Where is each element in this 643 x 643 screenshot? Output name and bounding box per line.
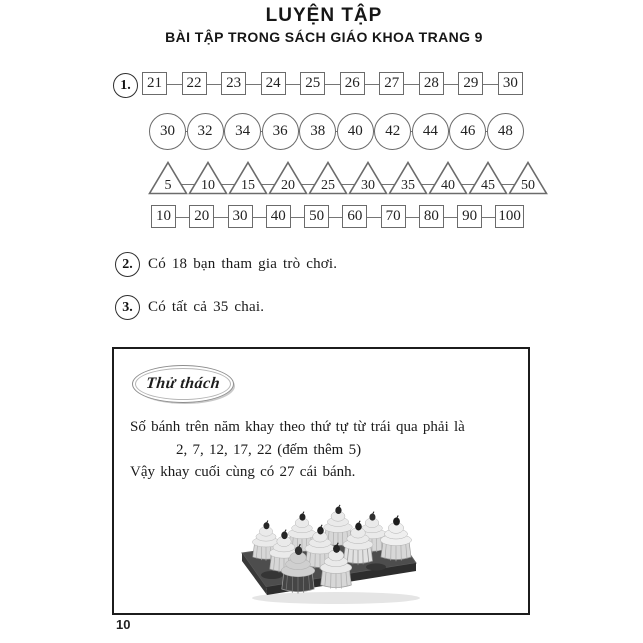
sequence-cell-square: 27 — [379, 72, 404, 95]
triangle-number: 35 — [401, 178, 415, 193]
sequence-cell-square: 50 — [304, 205, 329, 228]
sequence-row-triangles-5-50 — [148, 161, 535, 195]
exercise-1-number: 1. — [113, 73, 138, 98]
page-title: LUYỆN TẬP — [265, 5, 383, 26]
sequence-cell-square: 23 — [221, 72, 246, 95]
page-subtitle: BÀI TẬP TRONG SÁCH GIÁO KHOA TRANG 9 — [165, 29, 483, 45]
sequence-cell-triangle — [228, 161, 268, 195]
sequence-cell-circle: 42 — [374, 113, 411, 150]
sequence-row-squares-21-30 — [142, 72, 523, 95]
sequence-cell-circle: 44 — [412, 113, 449, 150]
sequence-cell-triangle — [308, 161, 348, 195]
sequence-cell-triangle — [148, 161, 188, 195]
sequence-cell-circle: 36 — [262, 113, 299, 150]
sequence-cell-triangle — [468, 161, 508, 195]
sequence-row-squares-10-100 — [151, 205, 524, 228]
sequence-cell-square: 70 — [381, 205, 406, 228]
sequence-cell-square: 90 — [457, 205, 482, 228]
sequence-cell-square: 25 — [300, 72, 325, 95]
challenge-text-line-1: Số bánh trên năm khay theo thứ tự từ trái qua phải là — [130, 419, 465, 435]
sequence-cell-square: 100 — [495, 205, 524, 228]
sequence-cell-circle: 48 — [487, 113, 524, 150]
sequence-cell-triangle — [508, 161, 548, 195]
triangle-number: 15 — [241, 178, 255, 193]
sequence-cell-square: 28 — [419, 72, 444, 95]
triangle-number: 50 — [521, 178, 535, 193]
sequence-cell-circle: 32 — [187, 113, 224, 150]
sequence-cell-triangle — [388, 161, 428, 195]
sequence-cell-square: 24 — [261, 72, 286, 95]
sequence-cell-circle: 46 — [449, 113, 486, 150]
page-number: 10 — [116, 617, 131, 632]
sequence-cell-square: 30 — [228, 205, 253, 228]
triangle-number: 40 — [441, 178, 455, 193]
sequence-cell-square: 20 — [189, 205, 214, 228]
sequence-cell-square: 21 — [142, 72, 167, 95]
triangle-number: 30 — [361, 178, 375, 193]
triangle-number: 25 — [321, 178, 335, 193]
sequence-cell-square: 30 — [498, 72, 523, 95]
challenge-label-oval — [132, 365, 234, 403]
sequence-cell-triangle — [268, 161, 308, 195]
triangle-number: 10 — [201, 178, 215, 193]
challenge-label: Thử thách — [145, 375, 221, 392]
sequence-cell-square: 10 — [151, 205, 176, 228]
sequence-row-circles-30-48 — [149, 112, 524, 150]
exercise-2-line — [115, 252, 337, 277]
exercise-3-answer: Có tất cả 35 chai. — [148, 299, 265, 315]
exercise-2-number: 2. — [115, 252, 140, 277]
sequence-cell-circle: 38 — [299, 113, 336, 150]
challenge-box — [112, 347, 530, 615]
triangle-number: 20 — [281, 178, 295, 193]
sequence-cell-square: 40 — [266, 205, 291, 228]
sequence-cell-square: 26 — [340, 72, 365, 95]
sequence-cell-circle: 30 — [149, 113, 186, 150]
exercise-3-line — [115, 295, 264, 320]
sequence-cell-square: 80 — [419, 205, 444, 228]
sequence-cell-triangle — [428, 161, 468, 195]
exercise-3-number: 3. — [115, 295, 140, 320]
challenge-text-line-2: 2, 7, 12, 17, 22 (đếm thêm 5) — [176, 442, 362, 458]
sequence-cell-square: 22 — [182, 72, 207, 95]
challenge-text-line-3: Vậy khay cuối cùng có 27 cái bánh. — [130, 464, 356, 480]
sequence-cell-triangle — [348, 161, 388, 195]
triangle-number: 5 — [164, 178, 172, 193]
sequence-cell-circle: 40 — [337, 113, 374, 150]
sequence-cell-circle: 34 — [224, 113, 261, 150]
sequence-cell-square: 60 — [342, 205, 367, 228]
triangle-number: 45 — [481, 178, 495, 193]
cupcake-tray-photo — [236, 495, 422, 607]
exercise-2-answer: Có 18 bạn tham gia trò chơi. — [148, 256, 338, 272]
sequence-cell-square: 29 — [458, 72, 483, 95]
sequence-cell-triangle — [188, 161, 228, 195]
